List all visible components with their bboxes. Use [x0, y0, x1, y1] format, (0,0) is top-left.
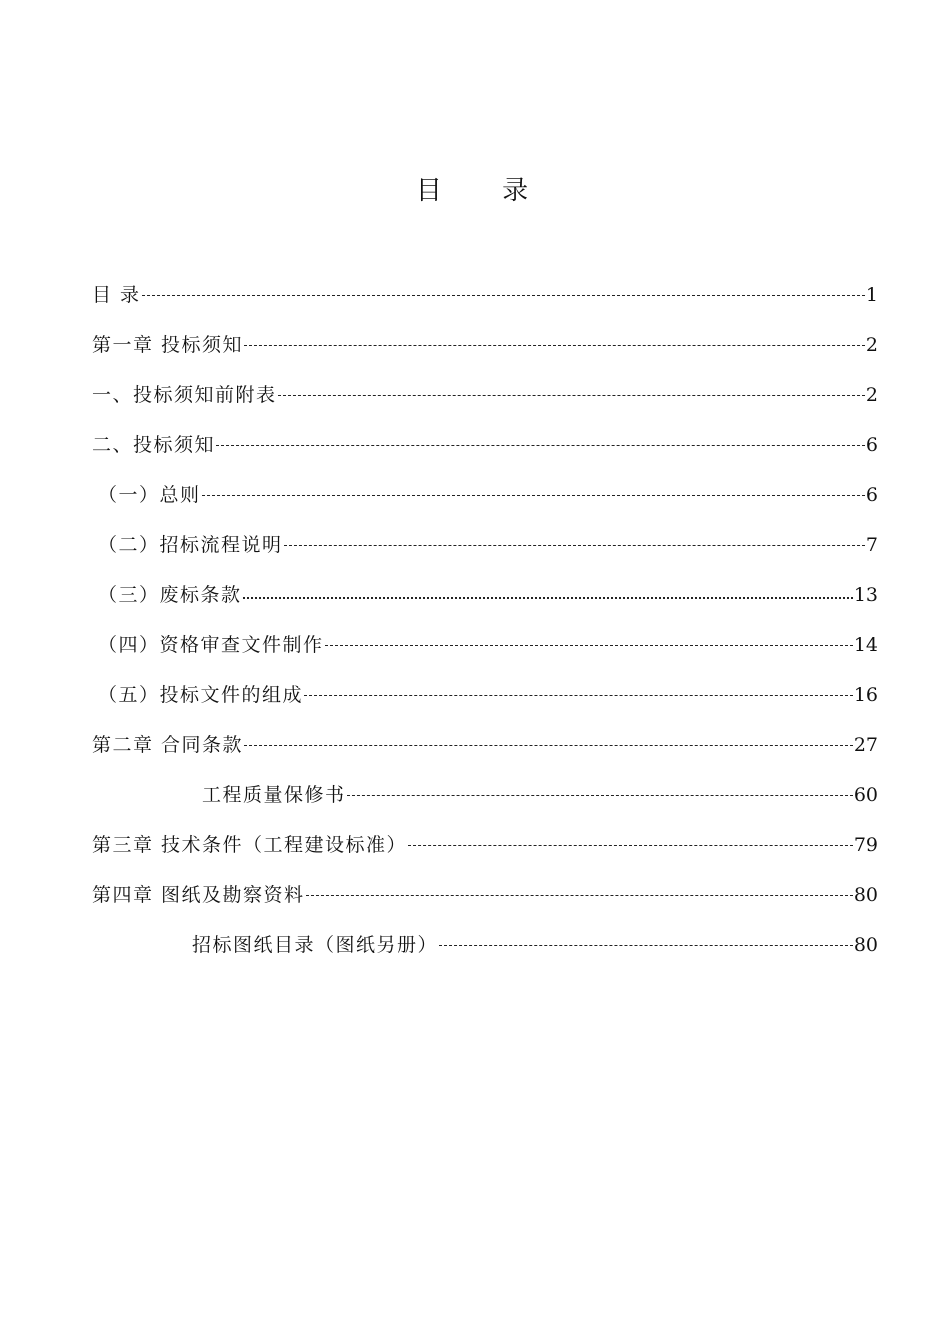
toc-entry-page: 7	[865, 534, 878, 556]
dash-leader	[325, 643, 853, 646]
dot-leader	[243, 595, 853, 599]
dash-leader	[284, 543, 865, 546]
dash-leader	[408, 843, 853, 846]
toc-entry[interactable]	[92, 830, 878, 880]
toc-entry-label: 第二章 合同条款	[92, 734, 244, 756]
dash-leader	[202, 493, 865, 496]
toc-entry-label: 第三章 技术条件（工程建设标准）	[92, 834, 408, 856]
dash-leader	[304, 693, 853, 696]
toc-entry[interactable]	[92, 730, 878, 780]
toc-entry[interactable]	[92, 280, 878, 330]
toc-entry[interactable]	[92, 580, 878, 630]
toc-entry-label: 目 录	[92, 284, 141, 306]
dash-leader	[244, 743, 853, 746]
toc-entry-label: （四）资格审查文件制作	[98, 634, 324, 656]
dash-leader	[347, 793, 853, 796]
toc-entry[interactable]	[92, 530, 878, 580]
dash-leader	[244, 343, 865, 346]
toc-entry-page: 80	[853, 934, 878, 956]
toc-entry-page: 60	[853, 784, 878, 806]
toc-entry[interactable]	[92, 380, 878, 430]
toc-entry-label: （五）投标文件的组成	[98, 684, 304, 706]
toc-entry-page: 16	[853, 684, 878, 706]
toc-entry-label: （三）废标条款	[98, 584, 242, 606]
toc-entry-label: （二）招标流程说明	[98, 534, 283, 556]
dash-leader	[306, 893, 853, 896]
toc-entry[interactable]	[92, 430, 878, 480]
toc-entry[interactable]	[92, 680, 878, 730]
toc-entry-page: 2	[865, 334, 878, 356]
toc-entry[interactable]	[92, 930, 878, 980]
toc-entry[interactable]	[92, 480, 878, 530]
toc-entry-page: 6	[865, 434, 878, 456]
toc-entry-page: 27	[853, 734, 878, 756]
toc-entry-label: 工程质量保修书	[202, 784, 346, 806]
toc-entry-page: 2	[865, 384, 878, 406]
toc-entry-label: 招标图纸目录（图纸另册）	[192, 934, 439, 956]
toc-entry-page: 14	[853, 634, 878, 656]
toc-entry[interactable]	[92, 780, 878, 830]
toc-entry-label: 第四章 图纸及勘察资料	[92, 884, 305, 906]
toc-entry-page: 6	[865, 484, 878, 506]
toc-entry-label: 第一章 投标须知	[92, 334, 244, 356]
dash-leader	[278, 393, 865, 396]
toc-entry-label: 一、投标须知前附表	[92, 384, 277, 406]
dash-leader	[142, 293, 865, 296]
toc-entry-label: （一）总则	[98, 484, 201, 506]
toc-entry-page: 79	[853, 834, 878, 856]
toc-entry-page: 1	[865, 284, 878, 306]
toc-entry-page: 80	[853, 884, 878, 906]
toc-entry[interactable]	[92, 630, 878, 680]
table-of-contents	[92, 280, 878, 980]
toc-title: 目 录	[415, 176, 555, 206]
toc-entry-page: 13	[853, 584, 878, 606]
toc-entry[interactable]	[92, 330, 878, 380]
dash-leader	[216, 443, 865, 446]
dash-leader	[439, 943, 853, 946]
toc-entry[interactable]	[92, 880, 878, 930]
toc-entry-label: 二、投标须知	[92, 434, 216, 456]
